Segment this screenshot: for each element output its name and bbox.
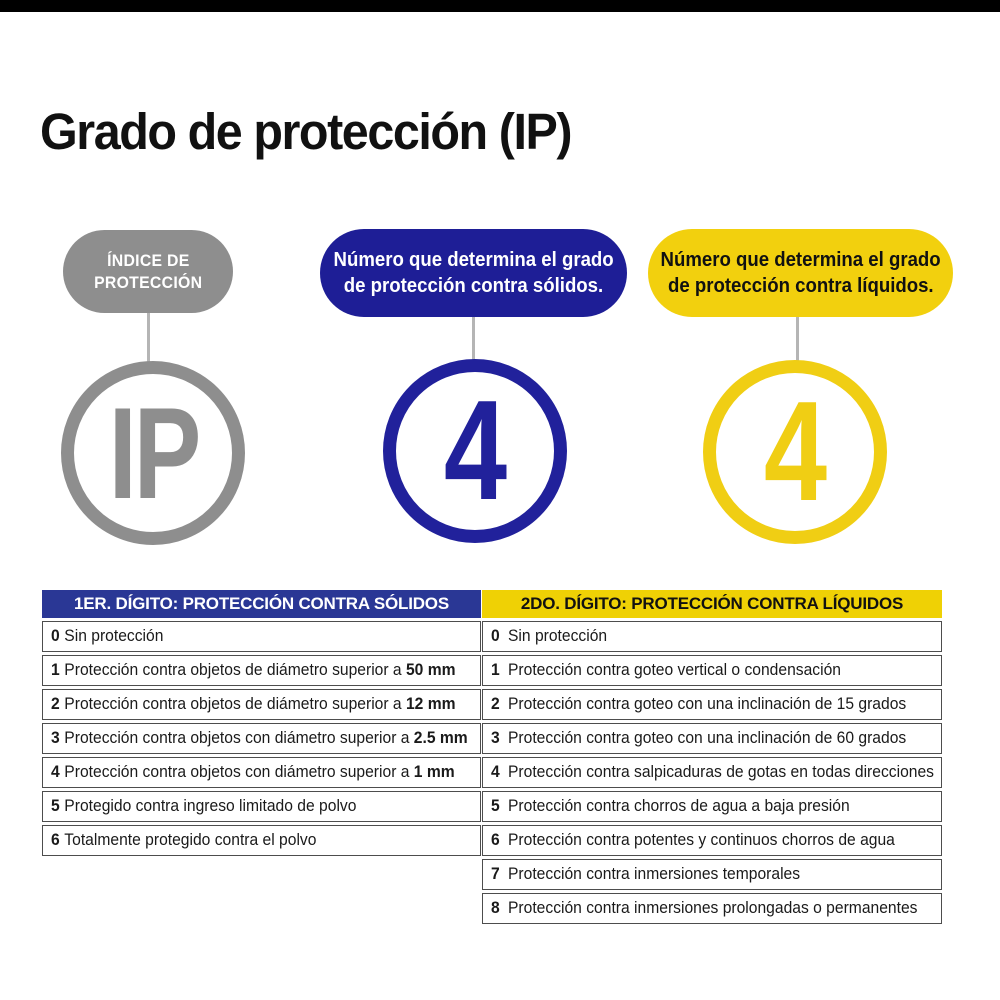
table-row-content	[491, 690, 906, 718]
table-row-content	[51, 690, 456, 718]
solids-pill-line1: Número que determina el grado	[333, 249, 614, 271]
row-digit: 5	[491, 796, 500, 815]
row-description: Protección contra goteo con una inclinación de 15 grados	[507, 694, 907, 713]
row-digit: 2	[51, 694, 60, 713]
table-row	[42, 621, 481, 652]
table-row	[482, 791, 942, 822]
liquids-table	[482, 590, 942, 927]
table-row-content	[51, 758, 455, 786]
solids-pill	[320, 229, 627, 317]
row-description: Protección contra objetos de diámetro superior a	[64, 694, 406, 713]
table-row-content	[491, 724, 906, 752]
row-description: Protección contra objetos con diámetro superior a	[64, 762, 414, 781]
page-title: Grado de protección (IP)	[40, 103, 572, 161]
row-digit: 1	[491, 660, 500, 679]
liquids-pill-line2: de protección contra líquidos.	[667, 275, 934, 297]
row-description: Protección contra objetos con diámetro superior a	[64, 728, 414, 747]
solids-digit-text: 4	[443, 371, 507, 530]
solids-pill-line2: de protección contra sólidos.	[343, 275, 604, 297]
liquids-digit-text: 4	[763, 372, 827, 531]
table-row	[482, 859, 942, 890]
row-description: Protección contra chorros de agua a baja presión	[507, 796, 850, 815]
row-description: Protección contra inmersiones prolongadas o permanentes	[507, 898, 918, 917]
table-row	[482, 621, 942, 652]
row-description: Protección contra objetos de diámetro superior a	[64, 660, 406, 679]
row-digit: 4	[51, 762, 60, 781]
table-row-content	[491, 622, 607, 650]
row-digit: 2	[491, 694, 500, 713]
table-row-content	[491, 894, 917, 922]
row-description: Protegido contra ingreso limitado de polvo	[64, 796, 357, 815]
row-description: Sin protección	[507, 626, 608, 645]
table-row	[482, 723, 942, 754]
row-digit: 0	[51, 626, 60, 645]
table-row	[482, 689, 942, 720]
row-digit: 3	[51, 728, 60, 747]
table-row	[42, 723, 481, 754]
table-row-content	[491, 792, 850, 820]
table-row	[42, 757, 481, 788]
table-row	[42, 655, 481, 686]
table-row-content	[491, 656, 841, 684]
row-description: Sin protección	[64, 626, 164, 645]
index-pill-line1: ÍNDICE DE	[106, 250, 190, 270]
row-digit: 3	[491, 728, 500, 747]
row-description-bold: 1 mm	[413, 762, 455, 781]
table-row	[482, 825, 942, 856]
table-row-content	[51, 826, 316, 854]
row-description: Totalmente protegido contra el polvo	[64, 830, 317, 849]
solids-table-body	[42, 621, 481, 856]
table-row	[42, 825, 481, 856]
liquids-digit-circle	[703, 360, 887, 544]
table-row-content	[491, 826, 895, 854]
table-row-content	[51, 656, 456, 684]
table-row-content	[491, 860, 800, 888]
liquids-pill	[648, 229, 953, 317]
row-description-bold: 50 mm	[405, 660, 456, 679]
row-digit: 7	[491, 864, 500, 883]
index-pill-line2: PROTECCIÓN	[93, 272, 203, 292]
row-description: Protección contra goteo con una inclinación de 60 grados	[507, 728, 907, 747]
ip-circle-text: IP	[108, 380, 198, 526]
solids-table-header: 1ER. DÍGITO: PROTECCIÓN CONTRA SÓLIDOS	[42, 590, 481, 618]
table-row	[42, 791, 481, 822]
liquids-table-header: 2DO. DÍGITO: PROTECCIÓN CONTRA LÍQUIDOS	[482, 590, 942, 618]
row-digit: 6	[491, 830, 500, 849]
index-connector-line	[147, 313, 150, 365]
row-digit: 0	[491, 626, 500, 645]
solids-connector-line	[472, 317, 475, 363]
table-row-content	[51, 724, 468, 752]
row-digit: 1	[51, 660, 60, 679]
table-row	[482, 655, 942, 686]
row-digit: 6	[51, 830, 60, 849]
ip-circle	[61, 361, 245, 545]
row-description: Protección contra potentes y continuos chorros de agua	[507, 830, 895, 849]
table-row	[482, 893, 942, 924]
row-description: Protección contra inmersiones temporales	[507, 864, 801, 883]
row-description-bold: 2.5 mm	[413, 728, 468, 747]
row-description-bold: 12 mm	[405, 694, 456, 713]
liquids-table-body	[482, 621, 942, 924]
table-row	[42, 689, 481, 720]
row-digit: 4	[491, 762, 500, 781]
row-digit: 5	[51, 796, 60, 815]
table-row-content	[491, 758, 934, 786]
table-row-content	[51, 792, 356, 820]
row-description: Protección contra salpicaduras de gotas en todas direcciones	[507, 762, 935, 781]
index-protection-pill	[63, 230, 233, 313]
solids-table	[42, 590, 481, 859]
liquids-pill-line1: Número que determina el grado	[660, 249, 941, 271]
top-black-bar	[0, 0, 1000, 12]
table-row-content	[51, 622, 163, 650]
solids-digit-circle	[383, 359, 567, 543]
row-description: Protección contra goteo vertical o condensación	[507, 660, 841, 679]
table-row	[482, 757, 942, 788]
row-digit: 8	[491, 898, 500, 917]
liquids-connector-line	[796, 317, 799, 361]
